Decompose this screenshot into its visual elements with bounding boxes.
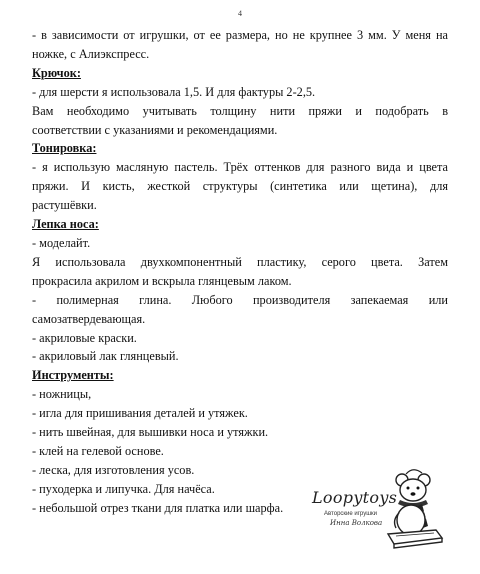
text-line: - в зависимости от игрушки, от ее размера, но не крупнее 3 мм. У меня на [32,28,448,42]
text-line: соответствии с указаниями и рекомендациями. [32,122,278,137]
text-line: растушёвки. [32,198,97,213]
section-heading-tools: Инструменты: [32,368,114,383]
logo-signature: Инна Волкова [330,519,383,527]
page-number: 4 [238,9,242,18]
text-line: прокрасила акрилом и вскрыла глянцевым лаком. [32,273,292,288]
list-item: - леска, для изготовления усов. [32,462,195,477]
text-line: - для шерсти я использовала 1,5. И для фактуры 2-2,5. [32,84,316,99]
text-line: самозатвердевающая. [32,311,146,326]
list-item: - игла для пришивания деталей и утяжек. [32,406,248,421]
document-body [32,26,448,518]
list-item: - нить швейная, для вышивки носа и утяжки. [32,425,269,440]
section-heading-nose: Лепка носа: [32,217,99,232]
section-heading-hook: Крючок: [32,65,81,80]
logo-title: Loopytoys [312,488,398,507]
list-item: - ножницы, [32,387,92,402]
list-item: - клей на гелевой основе. [32,443,164,458]
text-line: - акриловые краски. [32,330,137,345]
list-item: - пуходерка и липучка. Для начёса. [32,481,215,496]
list-item: - небольшой отрез ткани для платка или шарфа. [32,500,284,515]
text-line: - моделайт. [32,235,91,250]
text-line: Я использовала двухкомпонентный пластику, серого цвета. Затем [32,254,448,269]
text-line: - я использую масляную пастель. Трёх оттенков для разного вида и цвета [32,160,448,175]
text-line: - акриловый лак глянцевый. [32,349,179,364]
section-heading-toning: Тонировка: [32,141,97,156]
text-line: Вам необходимо учитывать толщину нити пряжи и подобрать в [32,103,448,118]
logo-subtitle: Авторские игрушки [324,511,377,517]
text-line: пряжи. И кисть, жесткой структуры (синтетика или щетина), для [32,179,448,194]
text-line: ножке, с Алиэкспресс. [32,46,150,61]
text-line: - полимерная глина. Любого производителя запекаемая или [32,292,448,307]
brand-logo [300,478,460,550]
bear-toy-icon [382,468,454,550]
